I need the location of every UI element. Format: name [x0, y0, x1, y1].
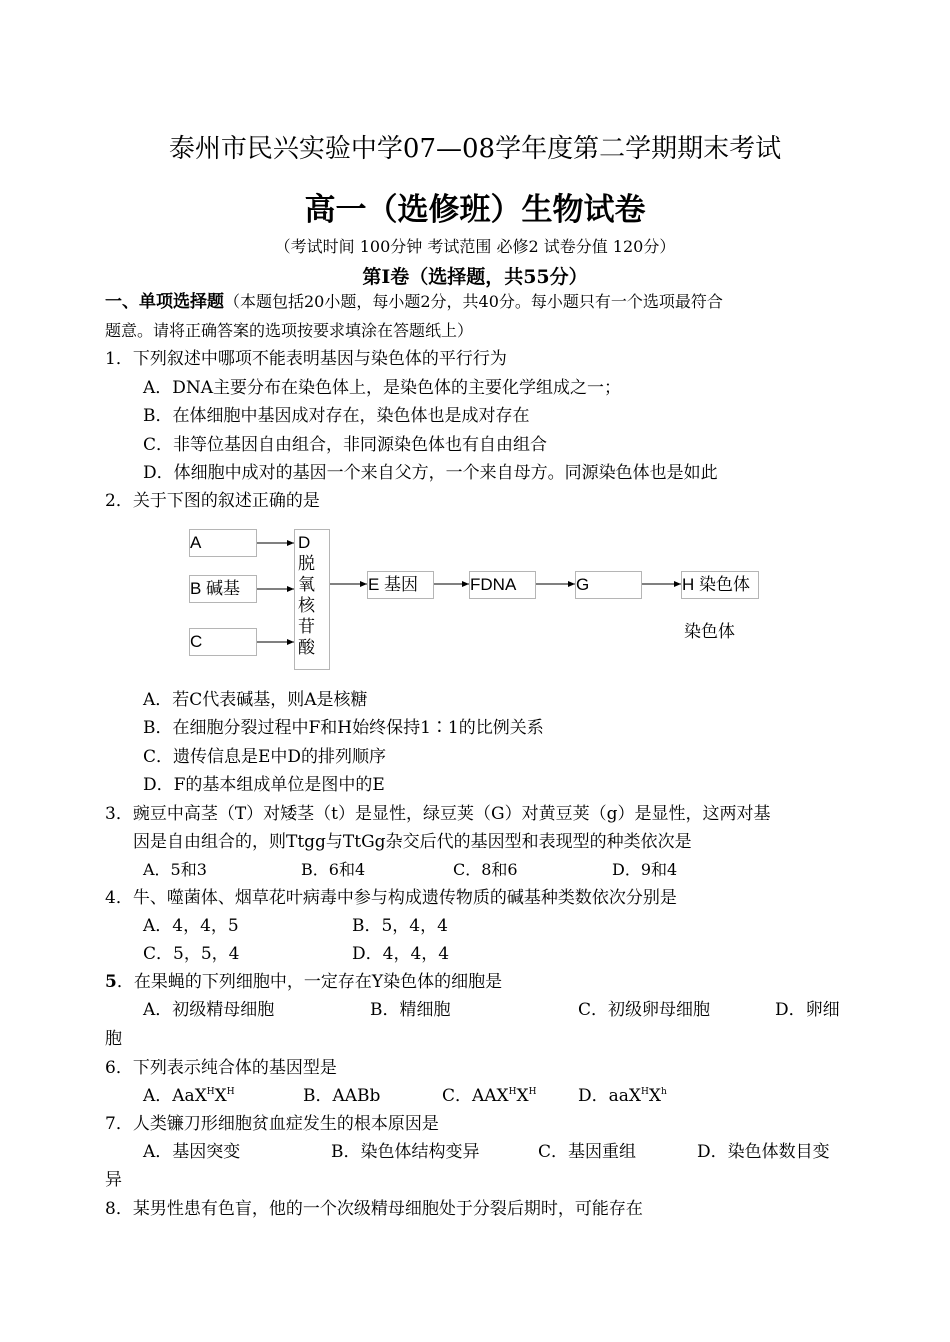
q4-option-b: B．5，4，4 — [352, 916, 448, 936]
section1-instruction-2: 题意。请将正确答案的选项按要求填涂在答题纸上） — [105, 321, 474, 340]
q6-d-pre: D．aaX — [578, 1086, 642, 1106]
section1-instruction-1: （本题包括20小题，每小题2分，共40分。每小题只有一个选项最符合 — [224, 292, 723, 311]
q6-c-pre: C．AAX — [442, 1086, 509, 1106]
q7-option-d: D．染色体数目变 — [697, 1142, 830, 1162]
q6-a-sup1: H — [206, 1087, 215, 1097]
q5-stem: ．在果蝇的下列细胞中，一定存在Y染色体的细胞是 — [116, 972, 503, 992]
diagram-box-c-label: C — [190, 632, 203, 651]
exam-title-line1: 泰州市民兴实验中学07—08学年度第二学期期末考试 — [168, 134, 782, 164]
q2-stem: 2．关于下图的叙述正确的是 — [105, 491, 320, 511]
diagram-box-f — [469, 571, 536, 599]
diagram-box-a — [189, 529, 257, 557]
part-title: 第Ⅰ卷（选择题，共55分） — [362, 266, 588, 288]
q3-option-c: C．8和6 — [453, 860, 518, 879]
diagram-box-a-label: A — [190, 533, 202, 552]
q3-option-d: D．9和4 — [612, 860, 678, 879]
diagram-below-h-label: 染色体 — [684, 622, 735, 642]
q6-c-sup2: H — [528, 1087, 537, 1097]
diagram-box-f-label: FDNA — [470, 575, 517, 594]
exam-info: （考试时间 100分钟 考试范围 必修2 试卷分值 120分） — [274, 237, 676, 256]
diagram-box-d — [294, 529, 330, 670]
q5-option-d-cont: 胞 — [105, 1029, 122, 1049]
q4-option-c: C．5，5，4 — [143, 944, 240, 964]
q6-option-b: B．AABb — [303, 1086, 381, 1106]
q5-option-b: B．精细胞 — [370, 1000, 451, 1020]
q1-option-d: D．体细胞中成对的基因一个来自父方，一个来自母方。同源染色体也是如此 — [143, 463, 718, 483]
q5-option-d: D．卵细 — [775, 1000, 840, 1020]
q8-stem: 8．某男性患有色盲，他的一个次级精母细胞处于分裂后期时，可能存在 — [105, 1199, 643, 1219]
q1-option-b: B．在体细胞中基因成对存在，染色体也是成对存在 — [143, 406, 530, 426]
q1-option-c: C．非等位基因自由组合，非同源染色体也有自由组合 — [143, 435, 548, 455]
q3-option-b: B．6和4 — [301, 860, 366, 879]
diagram-box-g — [575, 571, 642, 599]
diagram-box-c — [189, 628, 257, 656]
diagram-box-b — [189, 575, 257, 603]
q4-option-a: A．4，4，5 — [143, 916, 239, 936]
q7-option-c: C．基因重组 — [538, 1142, 637, 1162]
q2-option-d: D．F的基本组成单位是图中的E — [143, 775, 385, 795]
q4-stem: 4．牛、噬菌体、烟草花叶病毒中参与构成遗传物质的碱基种类数依次分别是 — [105, 888, 677, 908]
q2-option-c: C．遗传信息是E中D的排列顺序 — [143, 747, 387, 767]
q3-stem-2: 因是自由组合的，则Ttgg与TtGg杂交后代的基因型和表现型的种类依次是 — [133, 832, 692, 852]
diagram-box-b-label: B 碱基 — [190, 579, 241, 598]
q3-stem-1: 3．豌豆中高茎（T）对矮茎（t）是显性，绿豆荚（G）对黄豆荚（g）是显性，这两对基 — [105, 804, 771, 824]
exam-title-line2: 高一（选修班）生物试卷 — [304, 192, 646, 228]
q5-option-c: C．初级卵母细胞 — [578, 1000, 711, 1020]
q6-a-mid: X — [214, 1086, 227, 1106]
q1-stem: 1．下列叙述中哪项不能表明基因与染色体的平行行为 — [105, 349, 507, 369]
diagram-box-e-label: E 基因 — [368, 575, 419, 594]
q5-stem-line — [105, 971, 502, 993]
q6-a-pre: A．AaX — [143, 1086, 207, 1106]
q6-d-sup2: h — [660, 1087, 667, 1097]
q7-stem: 7．人类镰刀形细胞贫血症发生的根本原因是 — [105, 1114, 439, 1134]
q6-c-mid: X — [516, 1086, 529, 1106]
q6-option-a — [143, 1085, 235, 1107]
section1-heading: 一、单项选择题 — [105, 292, 224, 312]
q7-option-a: A．基因突变 — [143, 1142, 241, 1162]
q6-d-sup1: H — [641, 1087, 649, 1097]
q3-option-a: A．5和3 — [143, 860, 207, 879]
q6-d-mid: X — [648, 1086, 661, 1106]
q1-option-a: A．DNA主要分布在染色体上，是染色体的主要化学组成之一； — [143, 378, 622, 398]
q7-option-b: B．染色体结构变异 — [331, 1142, 480, 1162]
q2-option-a: A．若C代表碱基，则A是核糖 — [143, 690, 368, 710]
q5-number: 5 — [105, 972, 117, 992]
diagram-box-d-label: D脱氧核苷酸 — [298, 533, 315, 657]
q6-a-sup2: H — [226, 1087, 235, 1097]
diagram-box-h — [681, 571, 759, 599]
q6-stem: 6．下列表示纯合体的基因型是 — [105, 1058, 337, 1078]
q7-option-d-cont: 异 — [105, 1170, 122, 1190]
q5-option-a: A．初级精母细胞 — [143, 1000, 275, 1020]
q6-option-d — [578, 1085, 667, 1107]
q6-option-c — [442, 1085, 537, 1107]
diagram-box-g-label: G — [576, 575, 590, 594]
q6-c-sup1: H — [508, 1087, 517, 1097]
diagram-box-e — [367, 571, 434, 599]
q4-option-d: D．4，4，4 — [352, 944, 450, 964]
q2-option-b: B．在细胞分裂过程中F和H始终保持1∶1的比例关系 — [143, 718, 544, 738]
diagram-box-h-label: H 染色体 — [682, 575, 750, 594]
